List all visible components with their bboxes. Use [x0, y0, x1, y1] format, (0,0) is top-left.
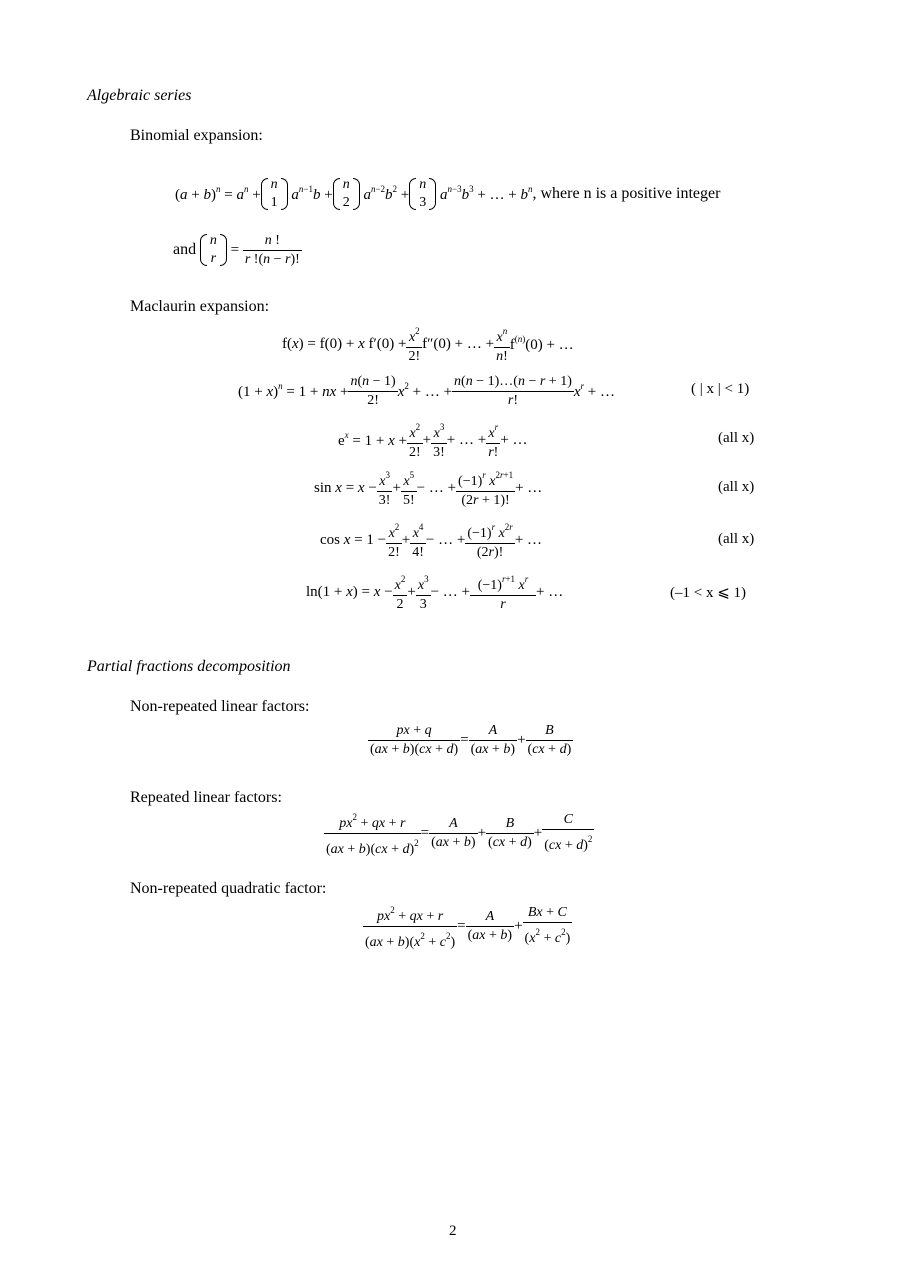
cosine-series-formula: cos x = 1 − $\frac{x^2}{2!}$ + $\frac{x^4}{4!}$ − … + $\frac{(-1)^r x^{2r}}{(2r)!}$ + …: [320, 522, 543, 560]
sine-series-formula: sin x = x − $\frac{x^3}{3!}$ + $\frac{x^5}{5!}$ − … + $\frac{(-1)^r x^{2r+1}}{(2r + 1)!}$ + …: [314, 470, 543, 508]
exponential-condition: (all x): [718, 430, 755, 446]
maclaurin-general-formula: f(x) = f(0) + x f′(0) + $\frac{x^2}{2!}$ f″(0) + … + $\frac{x^n}{n!}$ $f^{(n)}(0)$ + …: [282, 326, 574, 364]
binomial-series-formula: $(1 + x)^n = 1$ + nx + $\frac{n(n - 1)}{2!}$ $x^2$ + … + $\frac{n(n - 1)\dots(n - r + 1)}{r!}$ $x^r$ + …: [238, 373, 616, 408]
partial-fractions-heading: Partial fractions decomposition: [87, 658, 291, 675]
repeated-linear-label: Repeated linear factors:: [130, 789, 282, 806]
binomial-coefficient-definition: and n r = $\frac{n !}{r !(n - r)!}$: [173, 232, 300, 267]
exponential-series-formula: $e^x = 1 + x$ + $\frac{x^2}{2!}$ + $\frac{x^3}{3!}$ + … + $\frac{x^r}{r!}$ + …: [338, 422, 528, 460]
page-number: 2: [449, 1223, 457, 1239]
algebraic-series-heading: Algebraic series: [87, 87, 192, 104]
nonrepeated-quadratic-formula: $\frac{px^2 + qx + r}{(ax + b)(x^2 + c^2)}$ = $\frac{A}{(ax + b)}$ + $\frac{Bx + C}{(x^2 + c^2)}$: [365, 904, 571, 950]
binomial-series-condition: ( | x | < 1): [691, 381, 750, 397]
log-series-formula: ln(1 + x) = x − $\frac{x^2}{2}$ + $\frac{x^3}{3}$ − … + $\frac{(-1)^{r+1} x^r}{r}$ + …: [306, 574, 564, 612]
log-condition: (–1 < x ⩽ 1): [670, 585, 747, 601]
nonrepeated-linear-formula: $\frac{px + q}{(ax + b)(cx + d)}$ = $\frac{A}{(ax + b)}$ + $\frac{B}{(cx + d)}$: [370, 722, 572, 757]
binomial-condition-text: , where n is a positive integer: [532, 185, 721, 202]
maclaurin-expansion-label: Maclaurin expansion:: [130, 298, 270, 315]
and-label: and: [173, 241, 197, 258]
binomial-expansion-label: Binomial expansion:: [130, 127, 263, 144]
nonrepeated-quadratic-label: Non-repeated quadratic factor:: [130, 880, 327, 897]
sine-condition: (all x): [718, 479, 755, 495]
cosine-condition: (all x): [718, 531, 755, 547]
nonrepeated-linear-label: Non-repeated linear factors:: [130, 698, 310, 715]
binomial-formula: $(a + b)^n = a^n$ + n 1 $a^{n-1}b$ + n 2 $a^{n-2}b^2$ + n 3 $a^{n-3}b^3$ + … + $b^n$ , where n is a positive integer: [175, 177, 721, 210]
repeated-linear-formula: $\frac{px^2 + qx + r}{(ax + b)(cx + d)^2}$ = $\frac{A}{(ax + b)}$ + $\frac{B}{(cx + d)}$ + $\frac{C}{(cx + d)^2}$: [326, 811, 593, 857]
